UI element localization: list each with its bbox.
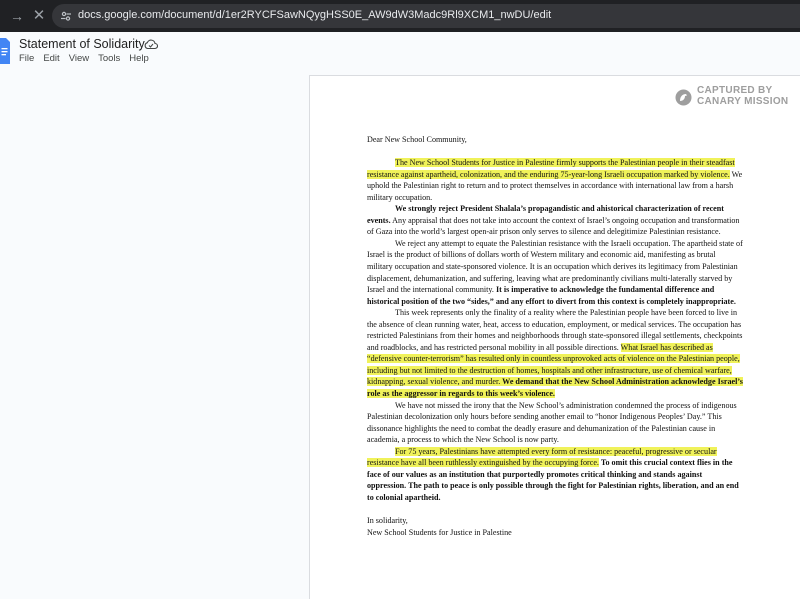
- bold-text: We strongly reject President Shalala’s propagandistic and ahistorical characterization of recent events.: [367, 204, 724, 225]
- paragraph-text: Any appraisal that does not take into account the context of Israel’s ongoing occupation and transformation of Gaza into the world’s largest open-air prison only serves to silence and delegitimize Palestinian resistance.: [367, 215, 740, 237]
- address-bar[interactable]: [52, 4, 800, 28]
- paragraph-2: [367, 203, 743, 238]
- site-info-icon[interactable]: [60, 10, 72, 22]
- google-docs-logo-icon[interactable]: [0, 38, 10, 64]
- highlight: What Israel has described as “defensive counter-terrorism” has resulted only in countless unprovoked acts of violence on the Palestinian people, including but not limited to the destruction of homes, hospitals and other infrastructure, use of chemical warfare, kidnapping, sexual violence, and murder.: [367, 342, 740, 387]
- menu-bar: [19, 53, 158, 64]
- cloud-saved-icon[interactable]: [144, 38, 158, 50]
- menu-help[interactable]: Help: [129, 53, 149, 64]
- watermark: [675, 85, 795, 111]
- paragraph-text: We uphold the Palestinian right to return and to protect themselves in accordance with international law from a harsh military occupation.: [367, 169, 743, 202]
- canary-mission-logo-icon: [675, 89, 692, 106]
- stop-loading-icon[interactable]: ✕: [32, 7, 46, 24]
- docs-header: [0, 32, 800, 72]
- closing: In solidarity,: [367, 516, 408, 526]
- highlight: For 75 years, Palestinians have attempted every form of resistance: peaceful, progressive or secular resistance have all been ruthlessly extinguished by the occupying force.: [367, 446, 717, 468]
- menu-edit[interactable]: Edit: [43, 53, 60, 64]
- watermark-line-2: CANARY MISSION: [697, 96, 789, 107]
- document-title[interactable]: Statement of Solidarity: [19, 37, 145, 51]
- highlight: The New School Students for Justice in Palestine firmly supports the Palestinian people in their steadfast resistance against apartheid, colonization, and the enduring 75-year-long Israeli occupation marked by violence.: [367, 158, 735, 179]
- signature: New School Students for Justice in Palestine: [367, 527, 512, 537]
- paragraph-1: [367, 157, 743, 203]
- paragraph-text: We have not missed the irony that the New School’s administration condemned the process of indigenous Palestinian decolonization only hours before sending another email to “honor Indigenous Peoples’ Day.” This dissonance highlights the need to combat the deadly erasure and dehumanization of the Palestinian cause in academia, a process to which the New School is now party.: [367, 400, 737, 445]
- forward-arrow-icon[interactable]: →: [10, 8, 24, 24]
- paragraph-3: [367, 238, 743, 307]
- menu-file[interactable]: File: [19, 53, 35, 64]
- paragraph-5: [367, 400, 743, 446]
- paragraph-6: [367, 446, 743, 504]
- paragraph-text: This week represents only the finality of a reality where the Palestinian people have been forced to live in the absence of clean running water, heat, access to education, employment, or medical services. The occupation has restricted Palestinians from their homes and neighborhoods through state-sponsored illegal settlements, checkpoints and roadblocks, and has restricted personal mobility in all possible directions.: [367, 308, 743, 352]
- letter-body[interactable]: [367, 134, 743, 538]
- browser-toolbar: [0, 0, 800, 32]
- paragraph-text: We reject any attempt to equate the Palestinian resistance with the Israeli occupation. The apartheid state of Israel is the product of billions of dollars worth of Western military and economic aid, manifesting as brutal military occupation and state-sponsored violence. It is an occupation which derives its legitimacy from Palestinian displacement, dehumanization, and suffering, leaving what are predominantly civilians multi-laterally starved by Israel and the international community.: [367, 238, 743, 295]
- paragraph-4: [367, 307, 743, 399]
- menu-view[interactable]: View: [68, 53, 90, 64]
- bold-text: To omit this crucial context flies in the face of our values as an institution that purportedly promotes critical thinking and stands against oppression. The path to peace is only possible through the fight for Palestinian rights, liberation, and an end to colonial apartheid.: [367, 458, 739, 502]
- url-text[interactable]: docs.google.com/document/d/1er2RYCFSawNQygHSS0E_AW9dW3Madc9Rl9XCM1_nwDU/edit: [78, 9, 552, 21]
- menu-tools[interactable]: Tools: [98, 53, 121, 64]
- salutation: Dear New School Community,: [367, 135, 467, 144]
- bold-text: It is imperative to acknowledge the fundamental difference and historical position of the two “sides,” and any effort to divert from this context is completely inappropriate.: [367, 285, 736, 306]
- highlight-bold: We demand that the New School Administration acknowledge Israel’s role as the aggressor in regards to this week’s violence.: [367, 377, 743, 399]
- watermark-line-1: CAPTURED BY: [697, 85, 773, 96]
- document-page[interactable]: [309, 75, 800, 599]
